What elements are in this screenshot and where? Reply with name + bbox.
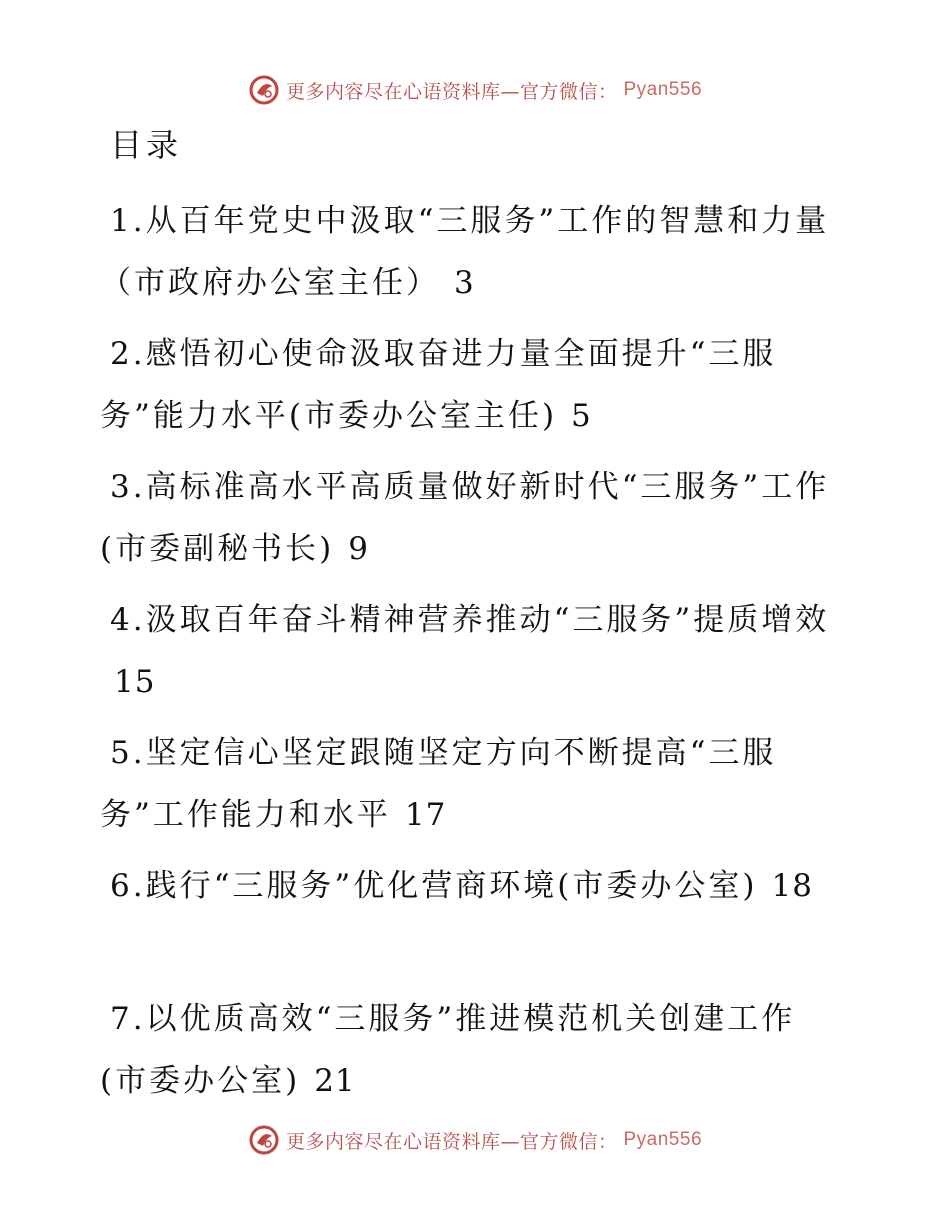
toc-item-page: 17 (404, 797, 447, 833)
table-of-contents (100, 190, 840, 1121)
toc-item-text: 以优质高效“三服务”推进模范机关创建工作(市委办公室) (100, 1001, 796, 1099)
toc-item-page: 18 (771, 868, 813, 904)
banner-text: 更多内容尽在心语资料库—官方微信： (285, 1130, 618, 1153)
toc-item[interactable] (100, 589, 840, 713)
toc-item[interactable] (100, 988, 840, 1112)
toc-item-text: 高标准高水平高质量做好新时代“三服务”工作(市委副秘书长) (100, 469, 830, 567)
footer-banner (0, 1120, 950, 1160)
toc-item-number: 7. (110, 1001, 146, 1037)
banner-content (248, 74, 702, 106)
toc-item-page: 3 (454, 265, 475, 301)
toc-item-text: 坚定信心坚定跟随坚定方向不断提高“三服务”工作能力和水平 (100, 735, 777, 833)
banner-text: 更多内容尽在心语资料库—官方微信： (285, 80, 618, 103)
toc-item-number: 4. (110, 602, 146, 638)
toc-item-number: 5. (110, 735, 146, 771)
toc-item-number: 1. (110, 203, 146, 239)
toc-item-page: 5 (571, 398, 592, 434)
banner-handle: Pyan556 (623, 79, 703, 100)
toc-item[interactable] (100, 722, 840, 846)
toc-item-number: 2. (110, 336, 146, 372)
toc-item-page: 9 (348, 531, 369, 567)
header-banner (0, 70, 950, 110)
toc-item-text: 从百年党史中汲取“三服务”工作的智慧和力量（市政府办公室主任） (100, 203, 830, 301)
toc-item[interactable] (100, 323, 840, 447)
toc-item-page: 21 (314, 1063, 356, 1099)
toc-item-text: 践行“三服务”优化营商环境(市委办公室) (145, 868, 758, 904)
toc-item-page: 15 (114, 664, 156, 700)
toc-item-number: 6. (110, 868, 146, 904)
toc-item[interactable] (100, 855, 840, 979)
page-title: 目录 (110, 126, 183, 164)
toc-item-text: 汲取百年奋斗精神营养推动“三服务”提质增效 (145, 602, 830, 638)
toc-item[interactable] (100, 456, 840, 580)
banner-content (248, 1124, 702, 1156)
red-swirl-logo-icon (248, 74, 280, 106)
red-swirl-logo-icon (248, 1124, 280, 1156)
toc-item[interactable] (100, 190, 840, 314)
toc-item-text: 感悟初心使命汲取奋进力量全面提升“三服务”能力水平(市委办公室主任) (100, 336, 777, 434)
banner-handle: Pyan556 (623, 1129, 703, 1150)
toc-item-number: 3. (110, 469, 146, 505)
